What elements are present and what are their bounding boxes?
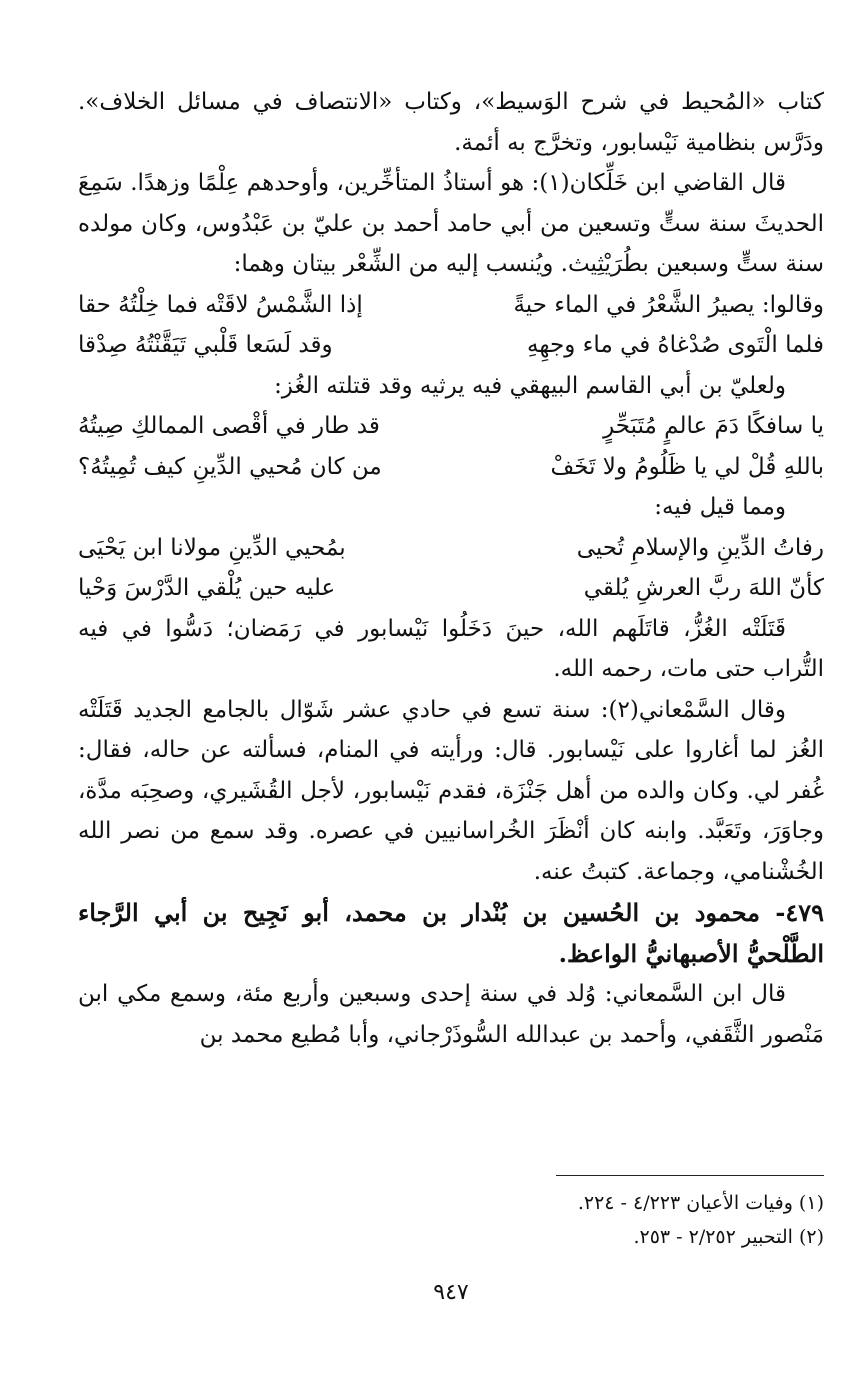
poem-hair [78,285,824,366]
entry-heading: ٤٧٩- محمود بن الحُسين بن بُنْدار بن محمد، أبو نَجِيح بن أبي الرَّجاء الطَّلْحيُّ الأصبهانيُّ الواعظ. [78,898,824,968]
verse-first-hemistich: كأنّ اللهَ ربَّ العرشِ يُلقي [583,575,824,601]
verse-first-hemistich: يا سافكًا دَمَ عالمٍ مُتَبَحِّرٍ [603,413,824,439]
paragraph-bayhaqi: ولعليّ بن أبي القاسم البيهقي فيه يرثيه وقد قتلته الغُز: [274,372,786,399]
verse-second-hemistich: وقد لَسَعا قَلْبي تَيَقَّنْتُهُ صِدْقا [78,332,333,358]
verse-first-hemistich: فلما الْتَوى صُدْغاهُ في ماء وجهِهِ [527,332,824,358]
poem-elegy [78,406,824,487]
verse-first-hemistich: رفاتُ الدِّينِ والإسلامِ تُحيى [576,534,824,561]
footnote: (١) وفيات الأعيان ٤/٢٢٣ - ٢٢٤. [577,1192,824,1214]
verse [78,528,824,569]
footnote: (٢) التحبير ٢/٢٥٢ - ٢٥٣. [633,1226,824,1248]
page-number: ٩٤٧ [433,1280,469,1305]
paragraph-said-of-him: ومما قيل فيه: [654,494,786,520]
verse [78,285,824,326]
paragraph-intro: كتاب «المُحيط في شرح الوَسيط»، وكتاب «الانتصاف في مسائل الخلاف». ودَرَّس بنظامية نَيْسابور، وتخرَّج به أئمة. [78,89,824,156]
verse [78,447,824,488]
footnote-divider [556,1175,824,1176]
verse-second-hemistich: قد طار في أقْصى الممالكِ صِيتُهُ [78,413,380,439]
verse-first-hemistich: باللهِ قُلْ لي يا ظَلُومُ ولا تَخَفْ [550,453,824,480]
page-body [78,82,824,1305]
verse-first-hemistich: وقالوا: يصيرُ الشَّعْرُ في الماء حيةً [513,291,824,318]
verse-second-hemistich: بمُحيي الدِّينِ مولانا ابن يَحْيَى [78,534,346,561]
verse-second-hemistich: إذا الشَّمْسُ لاقَتْه فما خِلْتُهُ حقا [78,291,363,318]
paragraph-ibn-khallikan: قال القاضي ابن خَلِّكان(١): هو أستاذُ المتأخِّرين، وأوحدهم عِلْمًا وزهدًا. سَمِعَ الحديثَ سنة ستٍّ وتسعين من أبي حامد أحمد بن عليّ بن عَبْدُوس، وكان مولده سنة ستٍّ وسبعين بطُرَيْثِيث. ويُنسب إليه من الشِّعْر بيتان وهما: [78,170,824,277]
verse [78,325,824,366]
poem-praise [78,528,824,609]
footnotes [78,1186,824,1254]
verse [78,406,824,447]
verse [78,568,824,609]
paragraph-entry-479: قال ابن السَّمعاني: وُلد في سنة إحدى وسبعين وأربع مئة، وسمع مكي ابن مَنْصور الثَّقَفي، وأحمد بن عبدالله السُّوذَرْجاني، وأبا مُطيع محمد بن [78,981,824,1048]
paragraph-killing: قَتَلَتْه الغُزُّ، قاتَلَهم الله، حينَ دَخَلُوا نَيْسابور في رَمَضان؛ دَسُّوا في فيه التُّراب حتى مات، رحمه الله. [78,615,824,682]
verse-second-hemistich: عليه حين يُلْقي الدَّرْسَ وَحْيا [78,575,336,601]
paragraph-samani: وقال السَّمْعاني(٢): سنة تسع في حادي عشر شَوّال بالجامع الجديد قَتَلَتْه الغُز لما أغاروا على نَيْسابور. قال: ورأيته في المنام، فسألته عن حاله، فقال: غُفر لي. وكان والده من أهل جَنْزَة، فقدم نَيْسابور، لأجل القُشَيري، وصحِبَه مدَّة، وجاوَرَ، وتَعَبَّد. وابنه كان أنْظَرَ الخُراسانيين في عصره. وقد سمع من نصر الله الخُشْنامي، وجماعة. كتبتُ عنه. [78,696,824,885]
verse-second-hemistich: من كان مُحيي الدِّينِ كيف تُمِيتُهُ؟ [78,453,382,480]
